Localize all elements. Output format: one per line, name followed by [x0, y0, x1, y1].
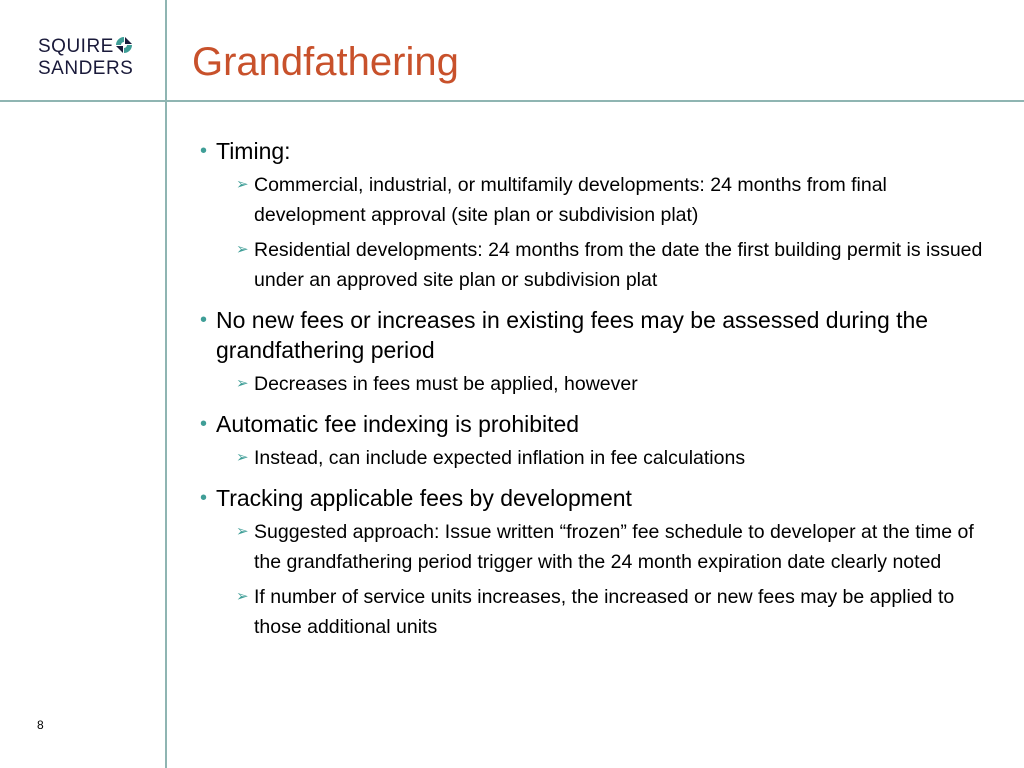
bullet-text: Timing:	[216, 138, 291, 164]
sub-bullet-text: Instead, can include expected inflation in fee calculations	[254, 447, 746, 469]
sub-bullet-text: Commercial, industrial, or multifamily developments: 24 months from final development approval (site plan or subdivision plat)	[254, 174, 887, 226]
slide-title: Grandfathering	[192, 40, 459, 84]
sub-bullet-text: Residential developments: 24 months from the date the first building permit is issued under an approved site plan or subdivision plat	[254, 239, 983, 291]
page-number: 8	[37, 718, 44, 732]
bullet-dot-icon: •	[200, 413, 208, 435]
logo-line-2: SANDERS	[38, 58, 134, 79]
arrow-bullet-icon: ➢	[236, 449, 249, 466]
sub-bullet-text: If number of service units increases, the increased or new fees may be applied to those additional units	[254, 586, 955, 638]
header-divider	[0, 100, 1024, 102]
arrow-bullet-icon: ➢	[236, 523, 249, 540]
sub-bullet-text: Decreases in fees must be applied, however	[254, 373, 638, 395]
sub-bullet	[236, 582, 988, 642]
sub-bullet-text: Suggested approach: Issue written “frozen” fee schedule to developer at the time of the grandfathering period trigger with the 24 month expiration date clearly noted	[254, 521, 974, 573]
bullet-dot-icon: •	[200, 309, 208, 331]
bullet-tracking	[198, 483, 988, 513]
logo-mark-icon	[115, 36, 133, 54]
vertical-divider	[165, 0, 167, 768]
arrow-bullet-icon: ➢	[236, 588, 249, 605]
bullet-text: Automatic fee indexing is prohibited	[216, 411, 580, 437]
bullet-dot-icon: •	[200, 487, 208, 509]
sub-bullet	[236, 170, 988, 230]
bullet-no-new-fees	[198, 305, 988, 365]
sub-bullet	[236, 369, 988, 399]
arrow-bullet-icon: ➢	[236, 176, 249, 193]
bullet-timing	[198, 136, 988, 166]
bullet-text: No new fees or increases in existing fees may be assessed during the grandfathering period	[216, 307, 929, 363]
sub-bullet	[236, 235, 988, 295]
bullet-text: Tracking applicable fees by development	[216, 485, 632, 511]
bullet-dot-icon: •	[200, 140, 208, 162]
arrow-bullet-icon: ➢	[236, 241, 249, 258]
logo-line-1: SQUIRE	[38, 36, 114, 57]
company-logo	[38, 36, 148, 80]
sub-bullet	[236, 517, 988, 577]
slide-content	[198, 136, 988, 642]
sub-bullet	[236, 443, 988, 473]
bullet-indexing	[198, 409, 988, 439]
arrow-bullet-icon: ➢	[236, 375, 249, 392]
